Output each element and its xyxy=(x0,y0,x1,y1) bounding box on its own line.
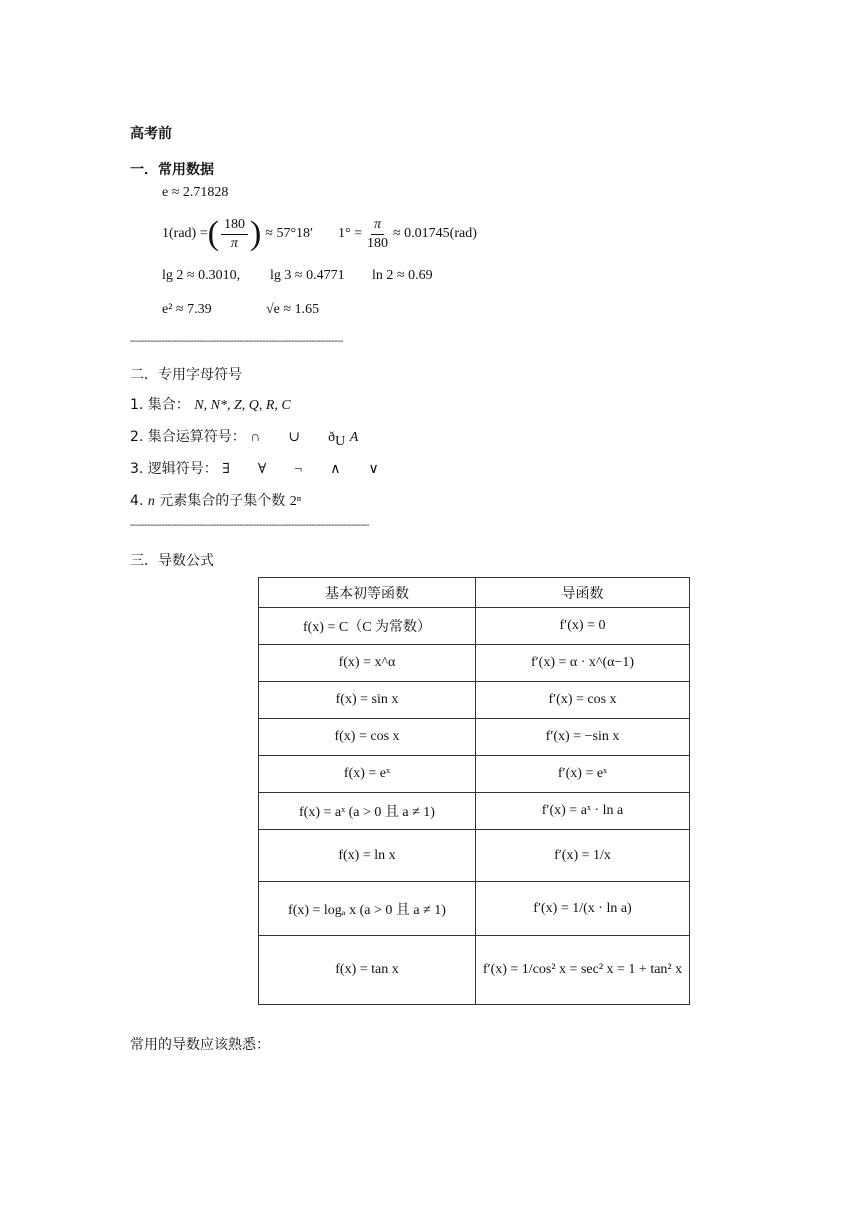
table-cell-function: f(x) = x^α xyxy=(259,645,476,682)
sqrt-e-value: √e ≈ 1.65 xyxy=(266,302,320,317)
lg3-value: lg 3 ≈ 0.4771 xyxy=(270,268,345,283)
table-row xyxy=(259,936,690,1005)
lg2-value: lg 2 ≈ 0.3010, xyxy=(162,268,241,283)
subset-count-line xyxy=(130,490,301,510)
table-cell-function: f(x) = C（C 为常数） xyxy=(259,608,476,645)
table-header-derivative: 导函数 xyxy=(476,578,690,608)
table-cell-derivative: f′(x) = α · x^(α−1) xyxy=(476,645,690,682)
subset-count-text: 元素集合的子集个数 xyxy=(159,493,286,509)
set-list-label: 1. 集合： xyxy=(130,397,190,413)
radian-denominator: π xyxy=(230,235,238,251)
table-header-row xyxy=(259,578,690,608)
radian-numerator: 180 xyxy=(221,216,248,235)
degree-numerator: π xyxy=(371,216,384,235)
table-row xyxy=(259,645,690,682)
set-list-line xyxy=(130,394,291,414)
divider-2: ----------------------------------------------------------------------------------- xyxy=(130,520,369,531)
table-cell-function: f(x) = tan x xyxy=(259,936,476,1005)
degree-denominator: 180 xyxy=(367,235,388,251)
table-row xyxy=(259,793,690,830)
table-cell-function: f(x) = cos x xyxy=(259,719,476,756)
set-ops-value: ∩ ∪ ð xyxy=(250,430,336,445)
table-row xyxy=(259,719,690,756)
logic-symbols-value: ∃ ∀ ¬ ∧ ∨ xyxy=(222,462,379,477)
right-paren: ) xyxy=(249,215,262,252)
radian-fraction xyxy=(221,216,248,253)
section-2-heading: 二．专用字母符号 xyxy=(130,367,242,383)
footer-text: 常用的导数应该熟悉： xyxy=(130,1037,270,1053)
table-row xyxy=(259,830,690,882)
logic-symbols-line xyxy=(130,458,379,478)
complement-set: A xyxy=(349,430,359,445)
derivative-table xyxy=(258,577,690,1005)
table-cell-function: f(x) = aˣ (a > 0 且 a ≠ 1) xyxy=(259,793,476,830)
table-row xyxy=(259,756,690,793)
table-row xyxy=(259,882,690,936)
degree-lhs: 1° = xyxy=(338,226,362,241)
table-cell-derivative: f′(x) = −sin x xyxy=(476,719,690,756)
complement-subscript: U xyxy=(335,433,346,449)
divider-1: -------------------------------------------------------------------------- xyxy=(130,336,344,347)
degree-formula xyxy=(338,214,477,254)
left-paren: ( xyxy=(207,215,219,252)
table-cell-derivative: f′(x) = 1/(x · ln a) xyxy=(476,882,690,936)
table-row xyxy=(259,608,690,645)
e-squared-value: e² ≈ 7.39 xyxy=(162,302,212,317)
table-cell-derivative: f′(x) = 1/x xyxy=(476,830,690,882)
degree-fraction xyxy=(364,216,391,253)
table-cell-function: f(x) = logₐ x (a > 0 且 a ≠ 1) xyxy=(259,882,476,936)
table-cell-function: f(x) = sin x xyxy=(259,682,476,719)
table-header-function: 基本初等函数 xyxy=(259,578,476,608)
e-value: e ≈ 2.71828 xyxy=(162,185,229,200)
table-cell-function: f(x) = ln x xyxy=(259,830,476,882)
set-ops-line xyxy=(130,426,358,450)
ln2-value: ln 2 ≈ 0.69 xyxy=(372,268,433,283)
page-title: 高考前 xyxy=(130,126,172,142)
radian-lhs: 1(rad) = xyxy=(162,226,208,241)
set-list-value: N, N*, Z, Q, R, C xyxy=(194,398,291,413)
subset-count-label: 4. xyxy=(130,493,144,509)
degree-approx: ≈ 0.01745(rad) xyxy=(393,226,477,241)
subset-count-power: 2ⁿ xyxy=(289,494,302,509)
subset-count-n: n xyxy=(147,494,155,509)
table-cell-derivative: f′(x) = cos x xyxy=(476,682,690,719)
table-cell-derivative: f′(x) = aˣ · ln a xyxy=(476,793,690,830)
table-cell-function: f(x) = eˣ xyxy=(259,756,476,793)
table-cell-derivative: f′(x) = eˣ xyxy=(476,756,690,793)
radian-approx: ≈ 57°18′ xyxy=(265,226,314,241)
table-row xyxy=(259,682,690,719)
set-ops-label: 2. 集合运算符号： xyxy=(130,429,246,445)
logic-symbols-label: 3. 逻辑符号： xyxy=(130,461,218,477)
section-1-heading: 一．常用数据 xyxy=(130,162,214,178)
section-3-heading: 三．导数公式 xyxy=(130,553,214,569)
radian-formula xyxy=(162,210,313,258)
table-cell-derivative: f′(x) = 0 xyxy=(476,608,690,645)
table-cell-derivative: f′(x) = 1/cos² x = sec² x = 1 + tan² x xyxy=(476,936,690,1005)
